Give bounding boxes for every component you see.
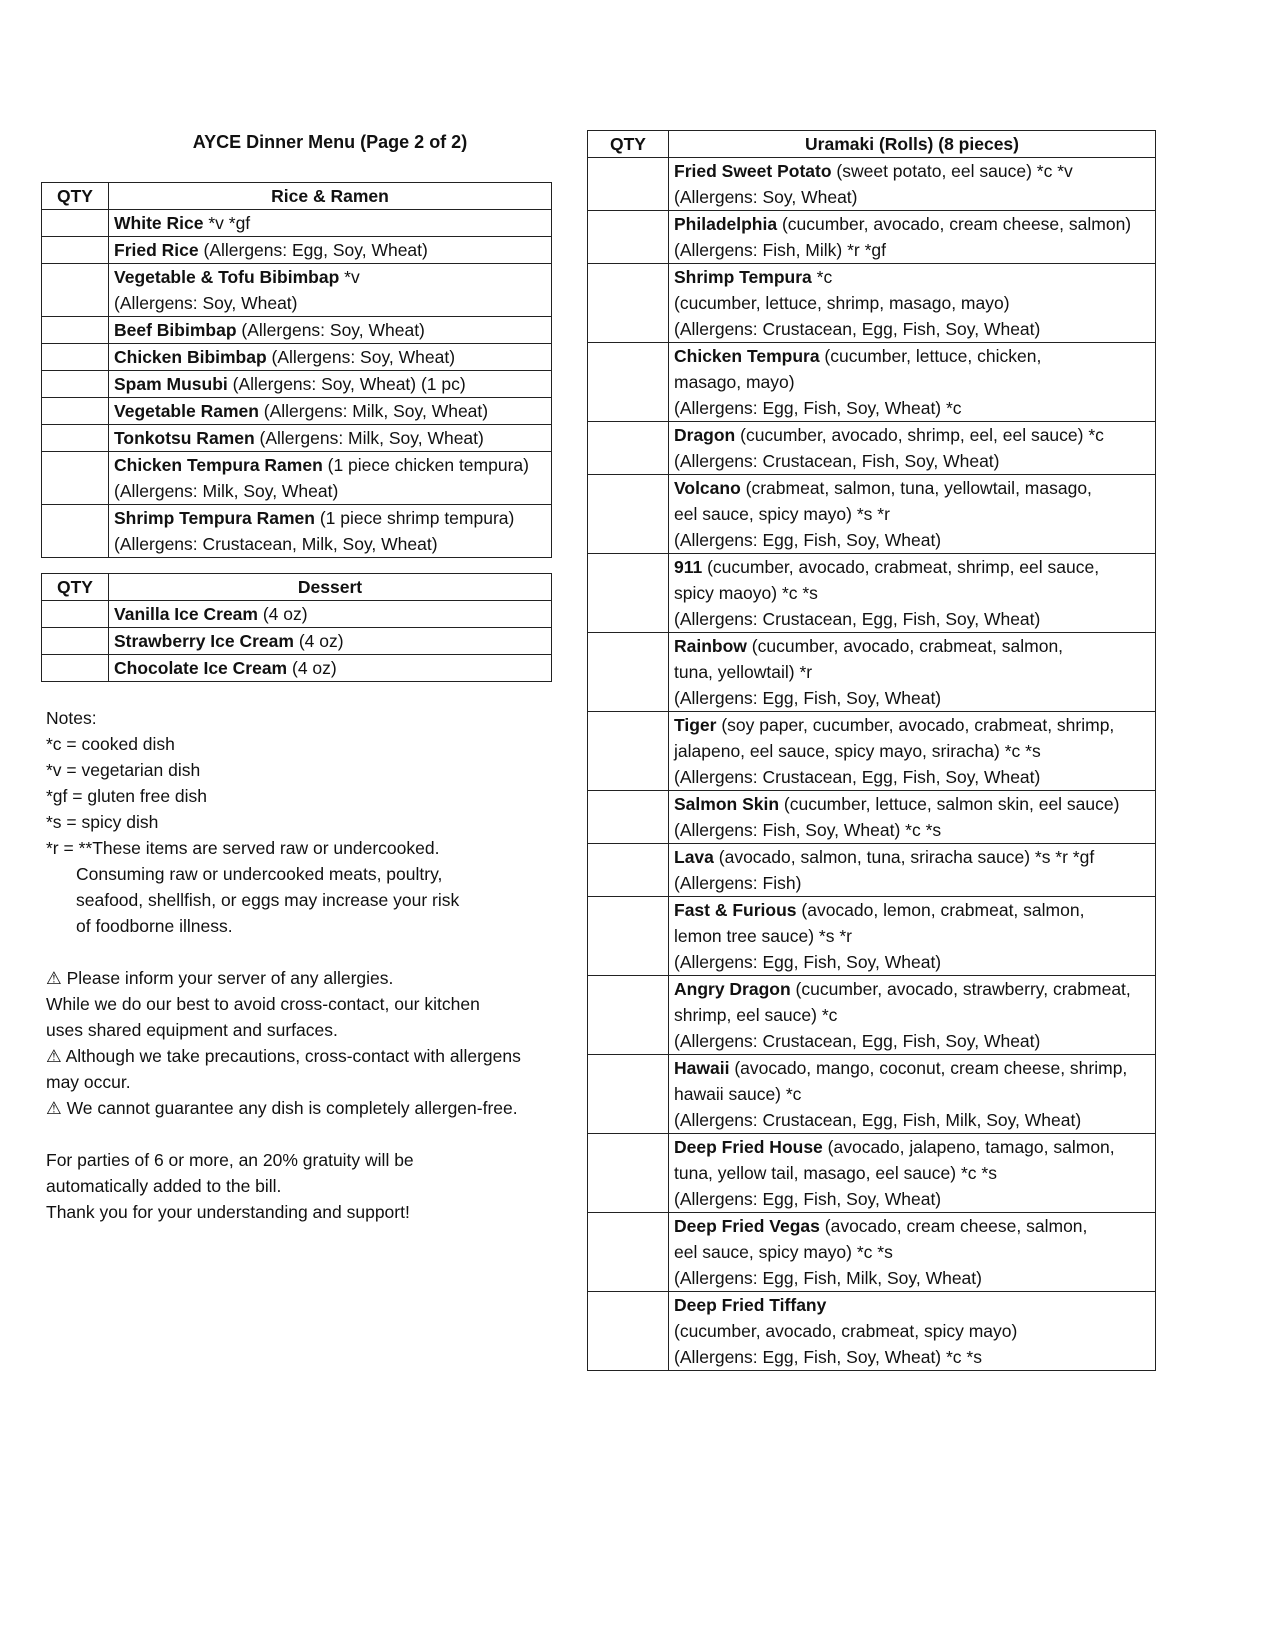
- menu-item-detail: (Allergens: Soy, Wheat) (1 pc): [227, 374, 466, 394]
- menu-item-description: [669, 633, 1156, 712]
- menu-item-row: [42, 371, 552, 398]
- menu-item-name: White Rice: [114, 213, 204, 233]
- menu-item-name: Chicken Bibimbap: [114, 347, 267, 367]
- qty-header: QTY: [588, 131, 669, 158]
- menu-item-row: [588, 422, 1156, 475]
- menu-item-description: [109, 237, 552, 264]
- menu-item-name: Beef Bibimbap: [114, 320, 237, 340]
- section-header: Rice & Ramen: [109, 183, 552, 210]
- menu-item-description: [109, 371, 552, 398]
- menu-item-detail: (cucumber, avocado, crabmeat, salmon,: [746, 636, 1064, 656]
- description-line: [674, 343, 1150, 369]
- menu-item-row: [588, 475, 1156, 554]
- menu-item-name: 911: [674, 557, 703, 577]
- description-line: [674, 580, 1150, 606]
- description-line: [674, 1081, 1150, 1107]
- menu-item-detail: (Allergens: Milk, Soy, Wheat): [258, 401, 489, 421]
- description-line: [674, 712, 1150, 738]
- description-line: [114, 371, 546, 397]
- menu-item-description: [109, 452, 552, 505]
- description-line: [674, 475, 1150, 501]
- menu-item-row: [42, 317, 552, 344]
- description-line: [674, 158, 1150, 184]
- menu-item-detail: (Allergens: Egg, Fish, Milk, Soy, Wheat): [674, 1268, 982, 1288]
- menu-item-detail: (cucumber, avocado, crabmeat, spicy mayo): [674, 1321, 1018, 1341]
- menu-item-description: [109, 210, 552, 237]
- qty-header: QTY: [42, 574, 109, 601]
- description-line: [114, 317, 546, 343]
- description-line: [674, 1107, 1150, 1133]
- menu-item-row: [588, 633, 1156, 712]
- qty-field[interactable]: [588, 422, 669, 475]
- description-line: [114, 655, 546, 681]
- menu-item-detail: (Allergens: Egg, Soy, Wheat): [198, 240, 428, 260]
- qty-field[interactable]: [588, 791, 669, 844]
- menu-item-detail: (cucumber, avocado, shrimp, eel, eel sauce) *c: [735, 425, 1104, 445]
- description-line: [674, 870, 1150, 896]
- menu-item-detail: (Allergens: Milk, Soy, Wheat): [114, 481, 339, 501]
- menu-item-row: [588, 1213, 1156, 1292]
- menu-item-name: Angry Dragon: [674, 979, 791, 999]
- menu-item-description: [669, 897, 1156, 976]
- description-line: [674, 685, 1150, 711]
- description-line: [114, 344, 546, 370]
- page-title: AYCE Dinner Menu (Page 2 of 2): [192, 132, 468, 152]
- menu-item-detail: (Allergens: Crustacean, Milk, Soy, Wheat): [114, 534, 438, 554]
- menu-item-description: [109, 344, 552, 371]
- menu-item-name: Shrimp Tempura Ramen: [114, 508, 315, 528]
- qty-field[interactable]: [588, 211, 669, 264]
- menu-item-description: [669, 1292, 1156, 1371]
- menu-item-row: [42, 237, 552, 264]
- description-line: [674, 527, 1150, 553]
- qty-field[interactable]: [588, 1134, 669, 1213]
- menu-item-detail: (Allergens: Egg, Fish, Soy, Wheat): [674, 530, 942, 550]
- menu-item-row: [42, 210, 552, 237]
- menu-item-description: [669, 554, 1156, 633]
- menu-item-row: [588, 264, 1156, 343]
- description-line: [674, 369, 1150, 395]
- menu-item-detail: (Allergens: Soy, Wheat): [266, 347, 456, 367]
- description-line: [674, 316, 1150, 342]
- description-line: [674, 1186, 1150, 1212]
- allergy-notice-line: uses shared equipment and surfaces.: [46, 1020, 338, 1040]
- description-line: [114, 452, 546, 478]
- description-line: [114, 505, 546, 531]
- menu-item-description: [109, 398, 552, 425]
- menu-item-detail: (avocado, salmon, tuna, sriracha sauce) *s *r *gf: [713, 847, 1095, 867]
- section-header: Dessert: [109, 574, 552, 601]
- menu-item-detail: (cucumber, lettuce, shrimp, masago, mayo): [674, 293, 1010, 313]
- cross-contact-notice-line: may occur.: [46, 1072, 131, 1092]
- qty-field[interactable]: [588, 1213, 669, 1292]
- qty-field[interactable]: [588, 633, 669, 712]
- description-line: [674, 1239, 1150, 1265]
- menu-item-detail: (soy paper, cucumber, avocado, crabmeat, shrimp,: [716, 715, 1115, 735]
- menu-item-detail: jalapeno, eel sauce, spicy mayo, sriracha) *c *s: [674, 741, 1041, 761]
- legend-gluten-free: *gf = gluten free dish: [46, 786, 208, 806]
- menu-item-detail: (Allergens: Crustacean, Egg, Fish, Soy, Wheat): [674, 767, 1041, 787]
- menu-item-detail: (cucumber, lettuce, chicken,: [819, 346, 1042, 366]
- description-line: [674, 659, 1150, 685]
- menu-item-name: Chicken Tempura Ramen: [114, 455, 323, 475]
- description-line: [114, 478, 546, 504]
- menu-item-detail: (cucumber, avocado, strawberry, crabmeat,: [790, 979, 1131, 999]
- menu-item-detail: (Allergens: Crustacean, Egg, Fish, Soy, Wheat): [674, 609, 1041, 629]
- menu-item-detail: (Allergens: Soy, Wheat): [114, 293, 298, 313]
- thank-you-line: Thank you for your understanding and support!: [46, 1202, 410, 1222]
- menu-item-description: [669, 211, 1156, 264]
- qty-field[interactable]: [42, 371, 109, 398]
- menu-item-detail: (Allergens: Soy, Wheat): [236, 320, 425, 340]
- menu-item-detail: (Allergens: Egg, Fish, Soy, Wheat) *c: [674, 398, 962, 418]
- menu-item-row: [42, 398, 552, 425]
- allergy-notice: Please inform your server of any allergies.: [61, 968, 394, 988]
- description-line: [114, 531, 546, 557]
- menu-item-description: [109, 264, 552, 317]
- menu-item-detail: (Allergens: Fish, Milk) *r *gf: [674, 240, 886, 260]
- qty-field[interactable]: [42, 425, 109, 452]
- description-line: [674, 1265, 1150, 1291]
- description-line: [674, 764, 1150, 790]
- menu-item-row: [42, 505, 552, 558]
- menu-item-detail: (avocado, lemon, crabmeat, salmon,: [796, 900, 1085, 920]
- menu-item-description: [109, 655, 552, 682]
- menu-item-name: Shrimp Tempura: [674, 267, 812, 287]
- section-header: Uramaki (Rolls) (8 pieces): [669, 131, 1156, 158]
- menu-item-row: [588, 976, 1156, 1055]
- qty-field[interactable]: [588, 475, 669, 554]
- qty-field[interactable]: [42, 655, 109, 682]
- menu-item-description: [669, 343, 1156, 422]
- description-line: [674, 395, 1150, 421]
- menu-item-name: Tiger: [674, 715, 717, 735]
- menu-item-description: [669, 1213, 1156, 1292]
- menu-item-name: Fried Sweet Potato: [674, 161, 832, 181]
- description-line: [674, 211, 1150, 237]
- menu-item-row: [42, 452, 552, 505]
- menu-item-description: [109, 317, 552, 344]
- menu-item-name: Tonkotsu Ramen: [114, 428, 255, 448]
- menu-item-detail: tuna, yellowtail) *r: [674, 662, 813, 682]
- description-line: [114, 264, 546, 290]
- menu-item-detail: (avocado, mango, coconut, cream cheese, shrimp,: [729, 1058, 1128, 1078]
- menu-item-row: [588, 897, 1156, 976]
- description-line: [674, 264, 1150, 290]
- qty-field[interactable]: [588, 712, 669, 791]
- description-line: [674, 1213, 1150, 1239]
- menu-item-description: [669, 791, 1156, 844]
- description-line: [674, 976, 1150, 1002]
- menu-item-description: [109, 505, 552, 558]
- menu-item-detail: (4 oz): [287, 658, 337, 678]
- qty-header: QTY: [42, 183, 109, 210]
- qty-field[interactable]: [588, 158, 669, 211]
- menu-item-detail: (Allergens: Crustacean, Egg, Fish, Soy, Wheat): [674, 319, 1041, 339]
- menu-item-description: [669, 264, 1156, 343]
- menu-item-name: Vegetable & Tofu Bibimbap: [114, 267, 340, 287]
- description-line: [674, 237, 1150, 263]
- qty-field[interactable]: [42, 452, 109, 505]
- menu-item-name: Deep Fried Vegas: [674, 1216, 820, 1236]
- menu-item-name: Deep Fried House: [674, 1137, 823, 1157]
- menu-item-detail: (Allergens: Crustacean, Fish, Soy, Wheat): [674, 451, 1000, 471]
- description-line: [674, 1160, 1150, 1186]
- menu-item-name: Chicken Tempura: [674, 346, 820, 366]
- menu-item-name: Rainbow: [674, 636, 747, 656]
- menu-item-name: Volcano: [674, 478, 741, 498]
- warning-icon: ⚠: [46, 1046, 62, 1066]
- legend-raw: *r = **These items are served raw or undercooked.: [46, 838, 440, 858]
- qty-field[interactable]: [588, 844, 669, 897]
- menu-item-detail: (crabmeat, salmon, tuna, yellowtail, masago,: [740, 478, 1092, 498]
- qty-field[interactable]: [42, 264, 109, 317]
- menu-item-detail: spicy maoyo) *c *s: [674, 583, 818, 603]
- menu-item-detail: (avocado, cream cheese, salmon,: [819, 1216, 1088, 1236]
- menu-item-detail: eel sauce, spicy mayo) *s *r: [674, 504, 890, 524]
- raw-warning-line: seafood, shellfish, or eggs may increase your risk: [76, 890, 460, 910]
- menu-item-description: [669, 158, 1156, 211]
- menu-item-description: [109, 628, 552, 655]
- menu-item-name: Strawberry Ice Cream: [114, 631, 294, 651]
- qty-field[interactable]: [588, 264, 669, 343]
- legend-spicy: *s = spicy dish: [46, 812, 159, 832]
- notes-heading: Notes:: [46, 708, 97, 728]
- menu-item-name: Deep Fried Tiffany: [674, 1295, 827, 1315]
- menu-item-row: [588, 844, 1156, 897]
- menu-item-name: Philadelphia: [674, 214, 778, 234]
- menu-item-name: Hawaii: [674, 1058, 730, 1078]
- raw-warning-line: Consuming raw or undercooked meats, poultry,: [76, 864, 443, 884]
- description-line: [674, 1344, 1150, 1370]
- menu-item-detail: (cucumber, avocado, crabmeat, shrimp, eel sauce,: [702, 557, 1100, 577]
- description-line: [674, 448, 1150, 474]
- description-line: [114, 628, 546, 654]
- menu-item-detail: (cucumber, avocado, cream cheese, salmon): [777, 214, 1132, 234]
- rice-ramen-table: [41, 182, 552, 558]
- rolls-table: [587, 130, 1156, 1371]
- description-line: [674, 633, 1150, 659]
- description-line: [114, 601, 546, 627]
- menu-item-row: [588, 791, 1156, 844]
- menu-item-detail: (Allergens: Crustacean, Egg, Fish, Soy, Wheat): [674, 1031, 1041, 1051]
- legend-cooked: *c = cooked dish: [46, 734, 175, 754]
- menu-item-detail: (4 oz): [293, 631, 344, 651]
- menu-item-description: [669, 976, 1156, 1055]
- legend-vegetarian: *v = vegetarian dish: [46, 760, 201, 780]
- description-line: [674, 554, 1150, 580]
- qty-field[interactable]: [42, 237, 109, 264]
- description-line: [674, 923, 1150, 949]
- description-line: [114, 210, 546, 236]
- menu-item-detail: *v: [339, 267, 360, 287]
- menu-item-detail: *v *gf: [203, 213, 251, 233]
- menu-item-detail: (Allergens: Fish, Soy, Wheat) *c *s: [674, 820, 942, 840]
- menu-item-name: Vanilla Ice Cream: [114, 604, 258, 624]
- menu-item-detail: (1 piece chicken tempura): [322, 455, 529, 475]
- description-line: [674, 1292, 1150, 1318]
- menu-item-row: [588, 1292, 1156, 1371]
- qty-field[interactable]: [42, 344, 109, 371]
- qty-field[interactable]: [588, 554, 669, 633]
- description-line: [674, 844, 1150, 870]
- description-line: [674, 606, 1150, 632]
- menu-item-description: [669, 422, 1156, 475]
- menu-item-description: [669, 1055, 1156, 1134]
- menu-item-detail: (1 piece shrimp tempura): [314, 508, 515, 528]
- menu-item-detail: (sweet potato, eel sauce) *c *v: [831, 161, 1073, 181]
- menu-item-name: Fast & Furious: [674, 900, 797, 920]
- menu-item-row: [588, 554, 1156, 633]
- menu-item-detail: shrimp, eel sauce) *c: [674, 1005, 838, 1025]
- qty-field[interactable]: [42, 317, 109, 344]
- qty-field[interactable]: [42, 210, 109, 237]
- description-line: [674, 184, 1150, 210]
- qty-field[interactable]: [42, 628, 109, 655]
- description-line: [674, 1134, 1150, 1160]
- menu-item-detail: eel sauce, spicy mayo) *c *s: [674, 1242, 893, 1262]
- description-line: [674, 501, 1150, 527]
- description-line: [674, 422, 1150, 448]
- qty-field[interactable]: [42, 601, 109, 628]
- menu-item-description: [109, 601, 552, 628]
- menu-item-detail: lemon tree sauce) *s *r: [674, 926, 852, 946]
- menu-item-row: [42, 425, 552, 452]
- description-line: [674, 290, 1150, 316]
- menu-item-row: [42, 655, 552, 682]
- guarantee-notice: We cannot guarantee any dish is completely allergen-free.: [61, 1098, 518, 1118]
- menu-item-detail: (Allergens: Egg, Fish, Soy, Wheat): [674, 952, 942, 972]
- qty-field[interactable]: [42, 398, 109, 425]
- qty-field[interactable]: [42, 505, 109, 558]
- allergy-notice-line: While we do our best to avoid cross-contact, our kitchen: [46, 994, 480, 1014]
- description-line: [114, 237, 546, 263]
- menu-item-detail: tuna, yellow tail, masago, eel sauce) *c *s: [674, 1163, 997, 1183]
- menu-item-description: [669, 712, 1156, 791]
- description-line: [674, 949, 1150, 975]
- qty-field[interactable]: [588, 1292, 669, 1371]
- menu-item-row: [588, 211, 1156, 264]
- menu-item-detail: (Allergens: Fish): [674, 873, 802, 893]
- menu-item-row: [588, 1055, 1156, 1134]
- menu-item-detail: (Allergens: Egg, Fish, Soy, Wheat): [674, 1189, 942, 1209]
- qty-field[interactable]: [588, 343, 669, 422]
- menu-item-detail: (Allergens: Crustacean, Egg, Fish, Milk, Soy, Wheat): [674, 1110, 1082, 1130]
- warning-icon: ⚠: [46, 968, 62, 988]
- qty-field[interactable]: [588, 897, 669, 976]
- qty-field[interactable]: [588, 976, 669, 1055]
- menu-item-name: Salmon Skin: [674, 794, 780, 814]
- menu-item-row: [588, 343, 1156, 422]
- menu-item-detail: (Allergens: Milk, Soy, Wheat): [254, 428, 484, 448]
- gratuity-line: For parties of 6 or more, an 20% gratuity will be: [46, 1150, 414, 1170]
- description-line: [674, 738, 1150, 764]
- menu-item-detail: *c: [811, 267, 833, 287]
- notes-section: [46, 705, 521, 1225]
- menu-item-row: [588, 712, 1156, 791]
- menu-item-detail: (avocado, jalapeno, tamago, salmon,: [822, 1137, 1115, 1157]
- description-line: [674, 1028, 1150, 1054]
- menu-item-detail: (Allergens: Egg, Fish, Soy, Wheat): [674, 688, 942, 708]
- menu-item-row: [42, 344, 552, 371]
- menu-item-description: [669, 475, 1156, 554]
- menu-item-detail: hawaii sauce) *c: [674, 1084, 802, 1104]
- description-line: [674, 897, 1150, 923]
- cross-contact-notice: Although we take precautions, cross-contact with allergens: [61, 1046, 521, 1066]
- menu-item-description: [669, 844, 1156, 897]
- gratuity-line: automatically added to the bill.: [46, 1176, 282, 1196]
- description-line: [674, 1002, 1150, 1028]
- menu-item-detail: (cucumber, lettuce, salmon skin, eel sauce): [779, 794, 1120, 814]
- menu-item-detail: (Allergens: Soy, Wheat): [674, 187, 858, 207]
- menu-item-row: [42, 264, 552, 317]
- raw-warning-line: of foodborne illness.: [76, 916, 233, 936]
- description-line: [114, 398, 546, 424]
- menu-item-name: Chocolate Ice Cream: [114, 658, 288, 678]
- menu-item-description: [109, 425, 552, 452]
- menu-item-name: Dragon: [674, 425, 736, 445]
- dessert-table: [41, 573, 552, 682]
- qty-field[interactable]: [588, 1055, 669, 1134]
- menu-item-row: [42, 601, 552, 628]
- menu-item-name: Vegetable Ramen: [114, 401, 259, 421]
- menu-item-detail: (4 oz): [257, 604, 308, 624]
- menu-item-detail: masago, mayo): [674, 372, 795, 392]
- menu-item-row: [588, 1134, 1156, 1213]
- menu-item-name: Lava: [674, 847, 714, 867]
- description-line: [674, 817, 1150, 843]
- warning-icon: ⚠: [46, 1098, 62, 1118]
- description-line: [674, 791, 1150, 817]
- description-line: [114, 290, 546, 316]
- description-line: [674, 1055, 1150, 1081]
- menu-item-row: [588, 158, 1156, 211]
- description-line: [674, 1318, 1150, 1344]
- menu-item-description: [669, 1134, 1156, 1213]
- menu-item-detail: (Allergens: Egg, Fish, Soy, Wheat) *c *s: [674, 1347, 982, 1367]
- menu-item-name: Fried Rice: [114, 240, 199, 260]
- menu-item-name: Spam Musubi: [114, 374, 228, 394]
- menu-item-row: [42, 628, 552, 655]
- description-line: [114, 425, 546, 451]
